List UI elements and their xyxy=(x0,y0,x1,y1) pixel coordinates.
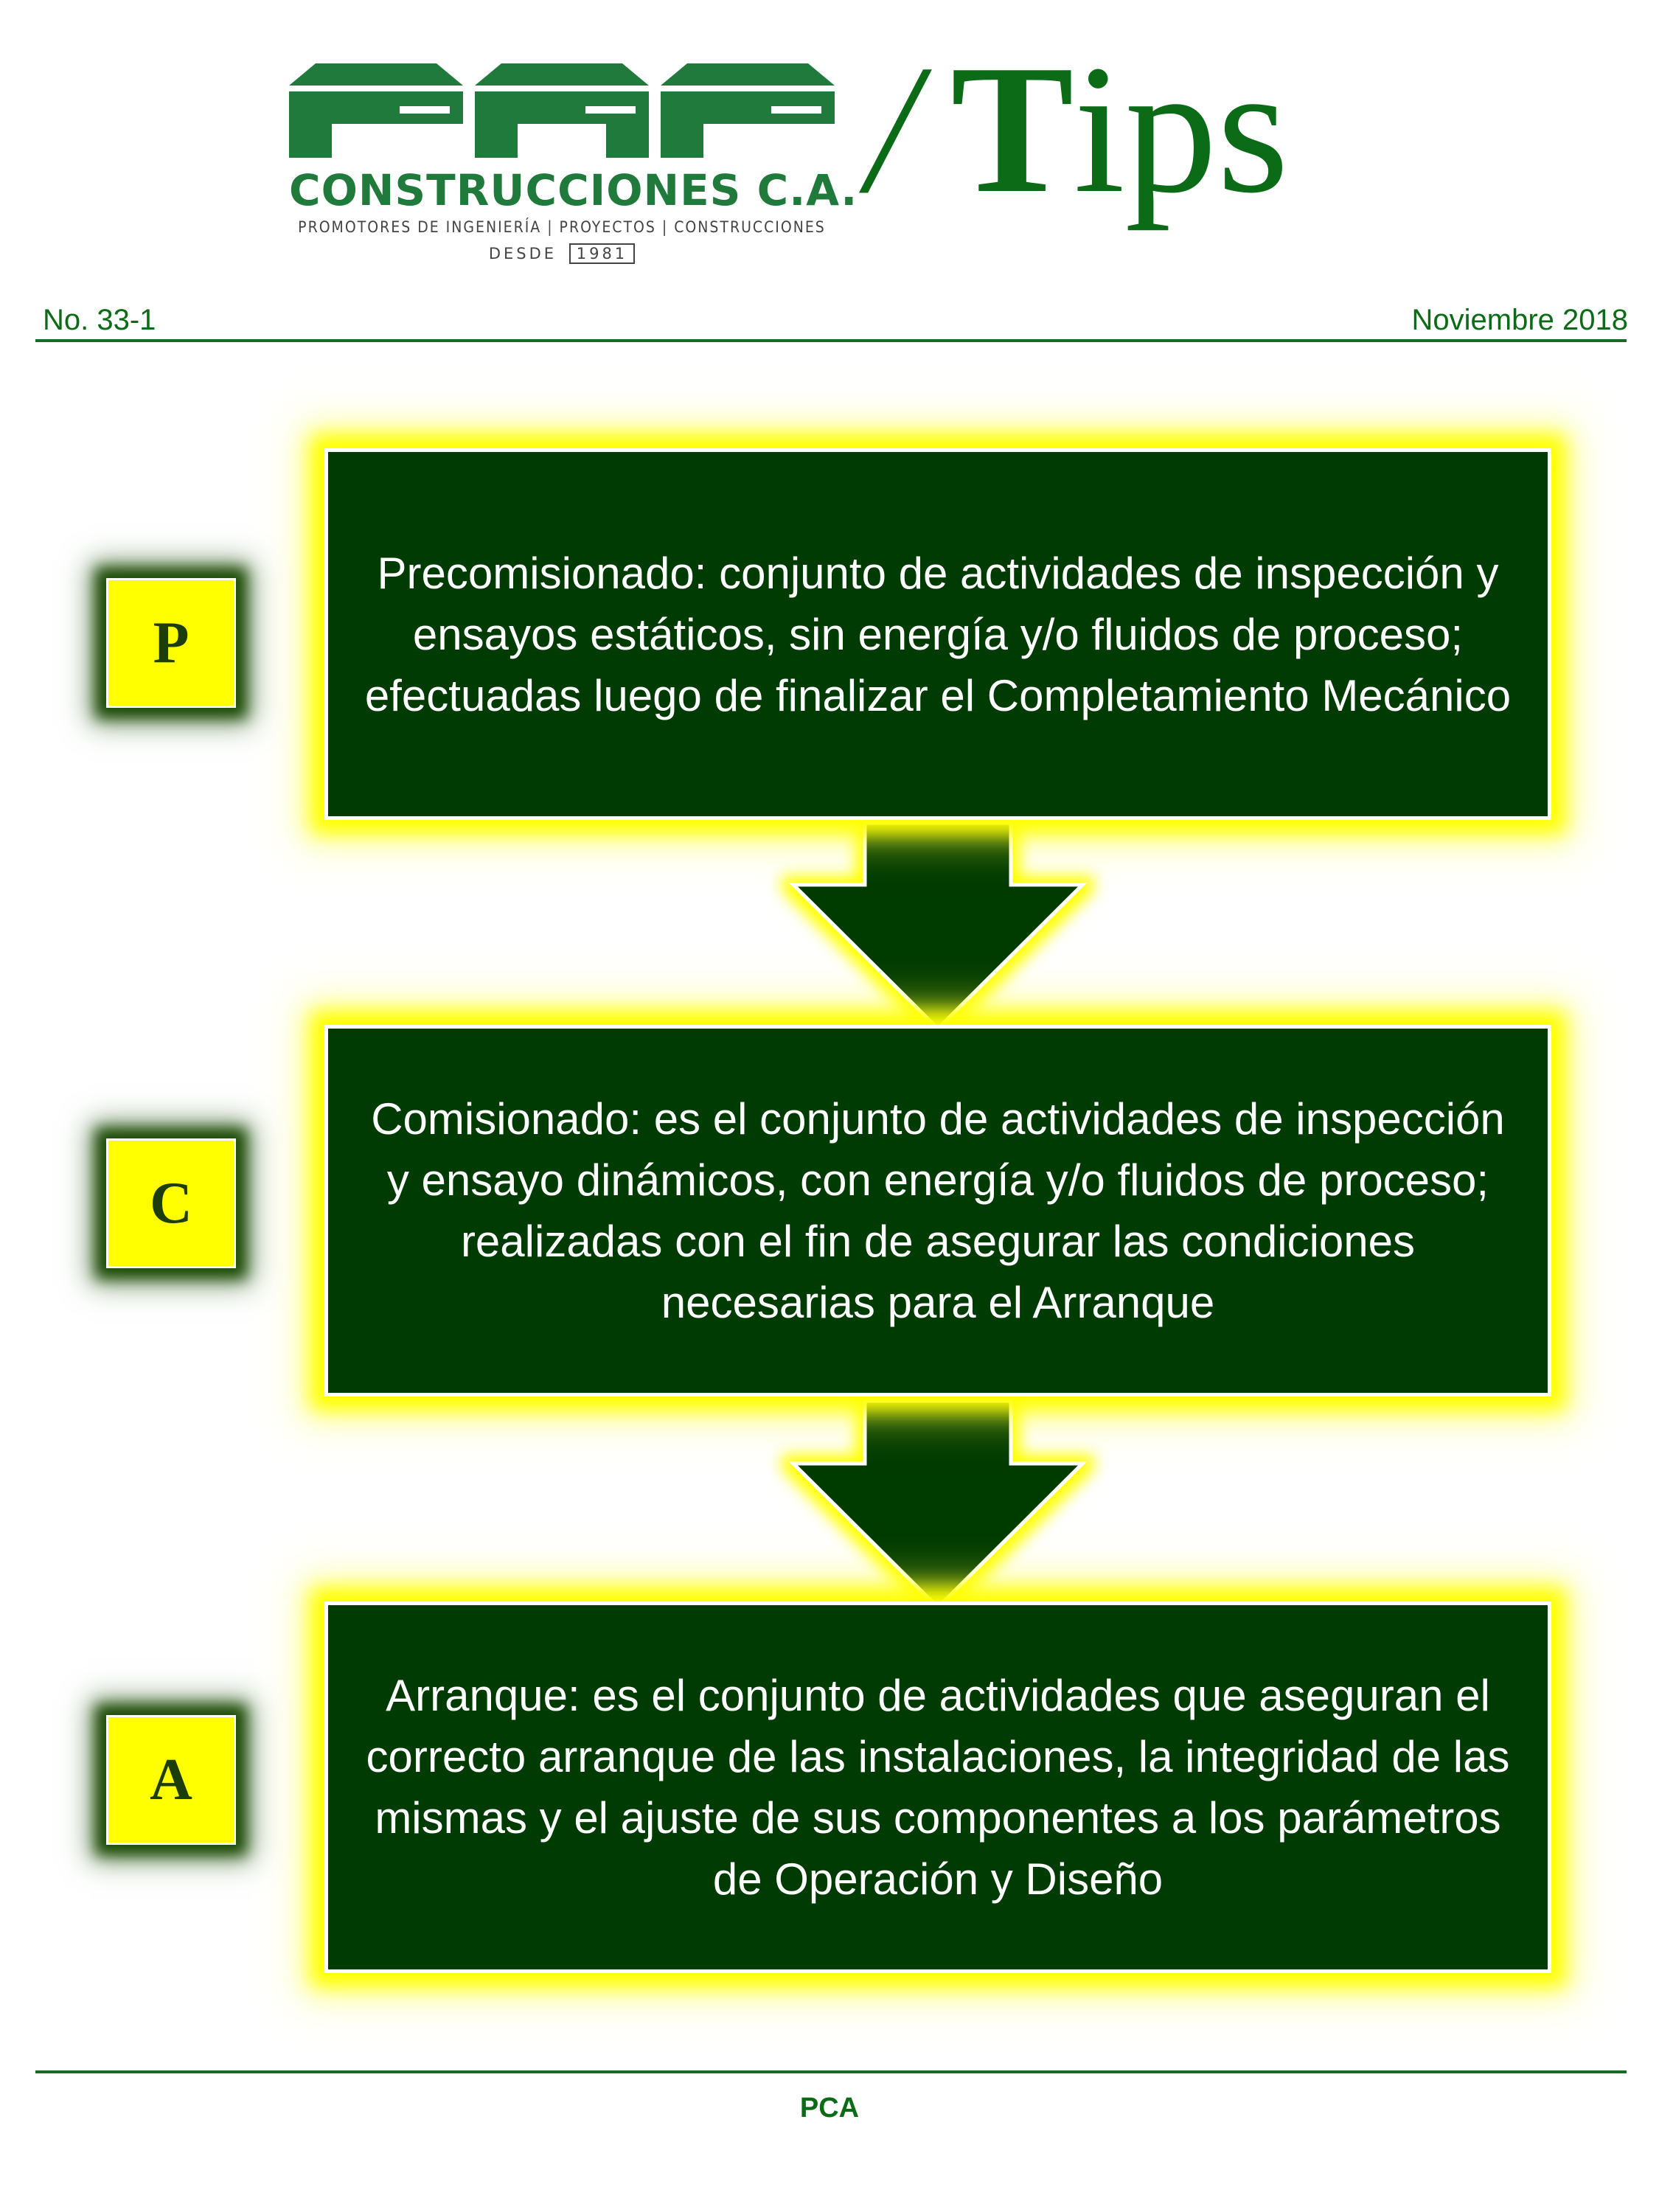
step-letter: C xyxy=(150,1170,192,1236)
step-letter-badge-p xyxy=(106,578,236,708)
footer-label: PCA xyxy=(799,2093,860,2124)
issue-date: Noviembre 2018 xyxy=(1411,304,1628,336)
step-description: Comisionado: es el conjunto de actividades de inspección y ensayo dinámicos, con energía y/o fluidos de proceso; realizadas con el fin de asegurar las condiciones necesarias para el Arranque xyxy=(371,1094,1505,1327)
arrow-down-icon xyxy=(793,1401,1082,1607)
step-description: Precomisionado: conjunto de actividades de inspección y ensayos estáticos, sin energía y/o fluidos de proceso; efectuadas luego de finalizar el Completamiento Mecánico xyxy=(364,548,1512,720)
company-name: CONSTRUCCIONES C.A. xyxy=(289,165,858,215)
company-tagline: PROMOTORES DE INGENIERÍA | PROYECTOS | CONSTRUCCIONES xyxy=(298,218,826,236)
title-slash: / xyxy=(852,27,939,232)
step-letter: P xyxy=(153,610,189,675)
step-description: Arranque: es el conjunto de actividades que aseguran el correcto arranque de las instalaciones, la integridad de las mismas y el ajuste de sus componentes a los parámetros de Operación y Diseño xyxy=(366,1671,1510,1904)
footer-divider xyxy=(35,2070,1627,2073)
issue-number: No. 33-1 xyxy=(43,304,156,336)
step-letter-badge-a xyxy=(106,1715,236,1845)
step-box-arranque xyxy=(324,1601,1551,1973)
step-box-comisionado xyxy=(324,1025,1551,1397)
arrow-down-icon xyxy=(793,823,1082,1029)
step-letter-badge-c xyxy=(106,1138,236,1268)
since-label: DESDE xyxy=(488,245,557,262)
title-first-letter: T xyxy=(950,27,1074,232)
since-year: 1981 xyxy=(569,243,635,264)
step-letter: A xyxy=(150,1747,192,1812)
title-rest: ips xyxy=(1074,27,1289,232)
step-box-precomisionado xyxy=(324,448,1551,820)
